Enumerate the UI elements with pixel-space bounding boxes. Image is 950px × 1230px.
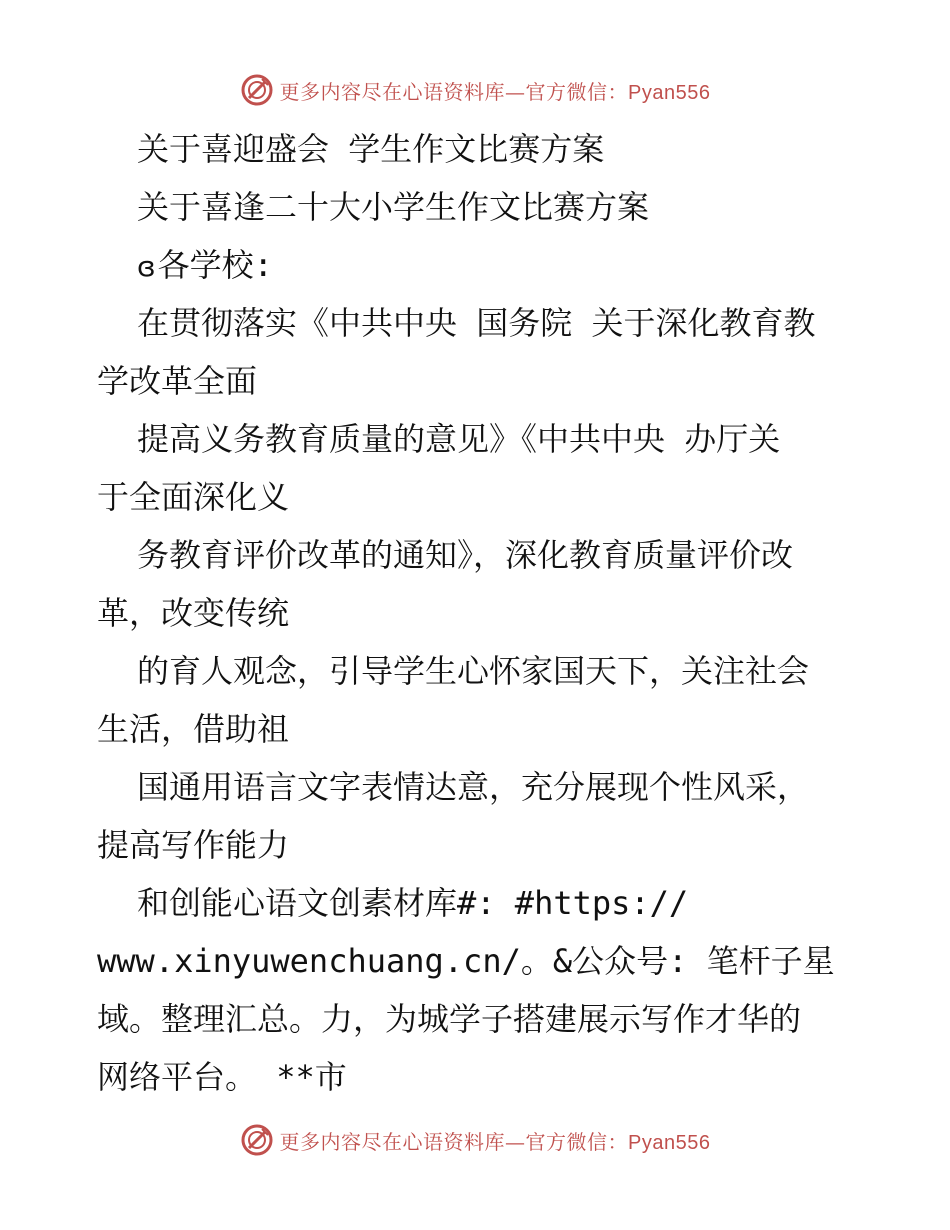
- wechat-id: Pyan556: [628, 1131, 711, 1154]
- logo-seal-icon: [240, 73, 274, 107]
- doc-line: 和创能心语文创素材库#: #https://: [137, 884, 689, 922]
- banner-text: 更多内容尽在心语资料库—官方微信：Pyan556: [279, 1129, 711, 1154]
- doc-line: 生活，借助祖: [97, 710, 290, 748]
- doc-line-url: www.xinyuwenchuang.cn/。&公众号: 笔杆子星: [97, 942, 835, 980]
- doc-line: 提高写作能力: [97, 826, 290, 864]
- wechat-id: Pyan556: [628, 81, 711, 104]
- logo-seal-icon: [240, 1123, 274, 1157]
- doc-line: 于全面深化义: [97, 478, 290, 516]
- banner-text: 更多内容尽在心语资料库—官方微信：Pyan556: [279, 79, 711, 104]
- doc-line-salutation: [97, 236, 857, 294]
- document-body: [97, 120, 857, 1106]
- header-banner: [0, 70, 950, 110]
- doc-line: 革，改变传统: [97, 594, 290, 632]
- doc-line: 在贯彻落实《中共中央 国务院 关于深化教育教: [137, 304, 816, 342]
- doc-line: 网络平台。 **市: [97, 1058, 347, 1096]
- doc-line: 关于喜逢二十大小学生作文比赛方案: [137, 188, 650, 226]
- doc-line: 域。整理汇总。力，为城学子搭建展示写作才华的: [97, 1000, 802, 1038]
- doc-line: 国通用语言文字表情达意，充分展现个性风采，: [137, 768, 810, 806]
- ornament-bullet-icon: ɞ: [137, 250, 156, 283]
- footer-banner: [0, 1120, 950, 1160]
- doc-line: 提高义务教育质量的意见》《中共中央 办厅关: [137, 420, 781, 458]
- salutation-text: 各学校:: [157, 246, 273, 284]
- doc-line: 务教育评价改革的通知》，深化教育质量评价改: [137, 536, 794, 574]
- doc-line: 学改革全面: [97, 362, 258, 400]
- doc-line: 的育人观念，引导学生心怀家国天下，关注社会: [137, 652, 810, 690]
- doc-line: 关于喜迎盛会 学生作文比赛方案: [137, 130, 605, 168]
